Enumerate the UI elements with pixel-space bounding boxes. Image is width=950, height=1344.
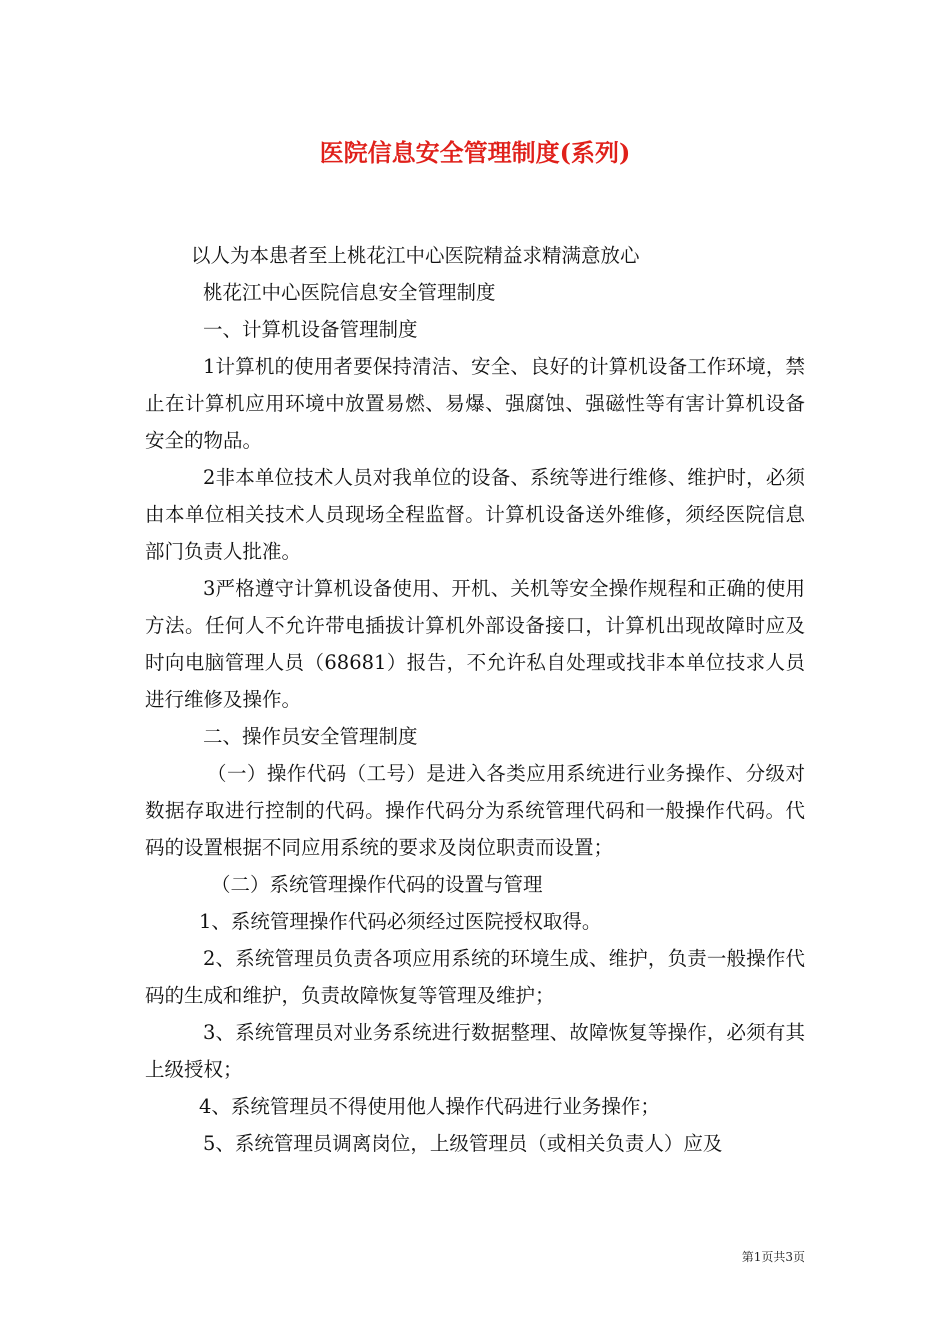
paragraph-2: 2非本单位技术人员对我单位的设备、系统等进行维修、维护时，必须由本单位相关技术人员现场全程监督。计算机设备送外维修，须经医院信息部门负责人批准。 [145, 466, 805, 563]
page-number: 第1页共3页 [741, 1250, 805, 1264]
section-heading-2: 二、操作员安全管理制度 [203, 725, 418, 748]
document-body [145, 237, 805, 1162]
list-item-2: 2、系统管理员负责各项应用系统的环境生成、维护，负责一般操作代码的生成和维护，负责故障恢复等管理及维护； [145, 947, 805, 1007]
slogan-line: 以人为本患者至上桃花江中心医院精益求精满意放心 [191, 244, 640, 267]
subtitle-line: 桃花江中心医院信息安全管理制度 [203, 281, 496, 304]
list-item-3: 3、系统管理员对业务系统进行数据整理、故障恢复等操作，必须有其上级授权； [145, 1021, 805, 1081]
list-item-5: 5、系统管理员调离岗位，上级管理员（或相关负责人）应及 [203, 1132, 723, 1155]
paragraph-4: （一）操作代码（工号）是进入各类应用系统进行业务操作、分级对数据存取进行控制的代码。操作代码分为系统管理代码和一般操作代码。代码的设置根据不同应用系统的要求及岗位职责而设置； [145, 762, 805, 859]
section-heading-1: 一、计算机设备管理制度 [203, 318, 418, 341]
paragraph-3: 3严格遵守计算机设备使用、开机、关机等安全操作规程和正确的使用方法。任何人不允许带电插拔计算机外部设备接口，计算机出现故障时应及时向电脑管理人员（68681）报告，不允许私自处理或找非本单位技求人员进行维修及操作。 [145, 577, 805, 711]
list-item-1: 1、系统管理操作代码必须经过医院授权取得。 [199, 910, 602, 933]
document-title: 医院信息安全管理制度(系列) [319, 138, 631, 167]
subsection-heading: （二）系统管理操作代码的设置与管理 [211, 873, 543, 896]
list-item-4: 4、系统管理员不得使用他人操作代码进行业务操作； [199, 1095, 660, 1118]
paragraph-1: 1计算机的使用者要保持清洁、安全、良好的计算机设备工作环境，禁止在计算机应用环境中放置易燃、易爆、强腐蚀、强磁性等有害计算机设备安全的物品。 [145, 355, 805, 452]
